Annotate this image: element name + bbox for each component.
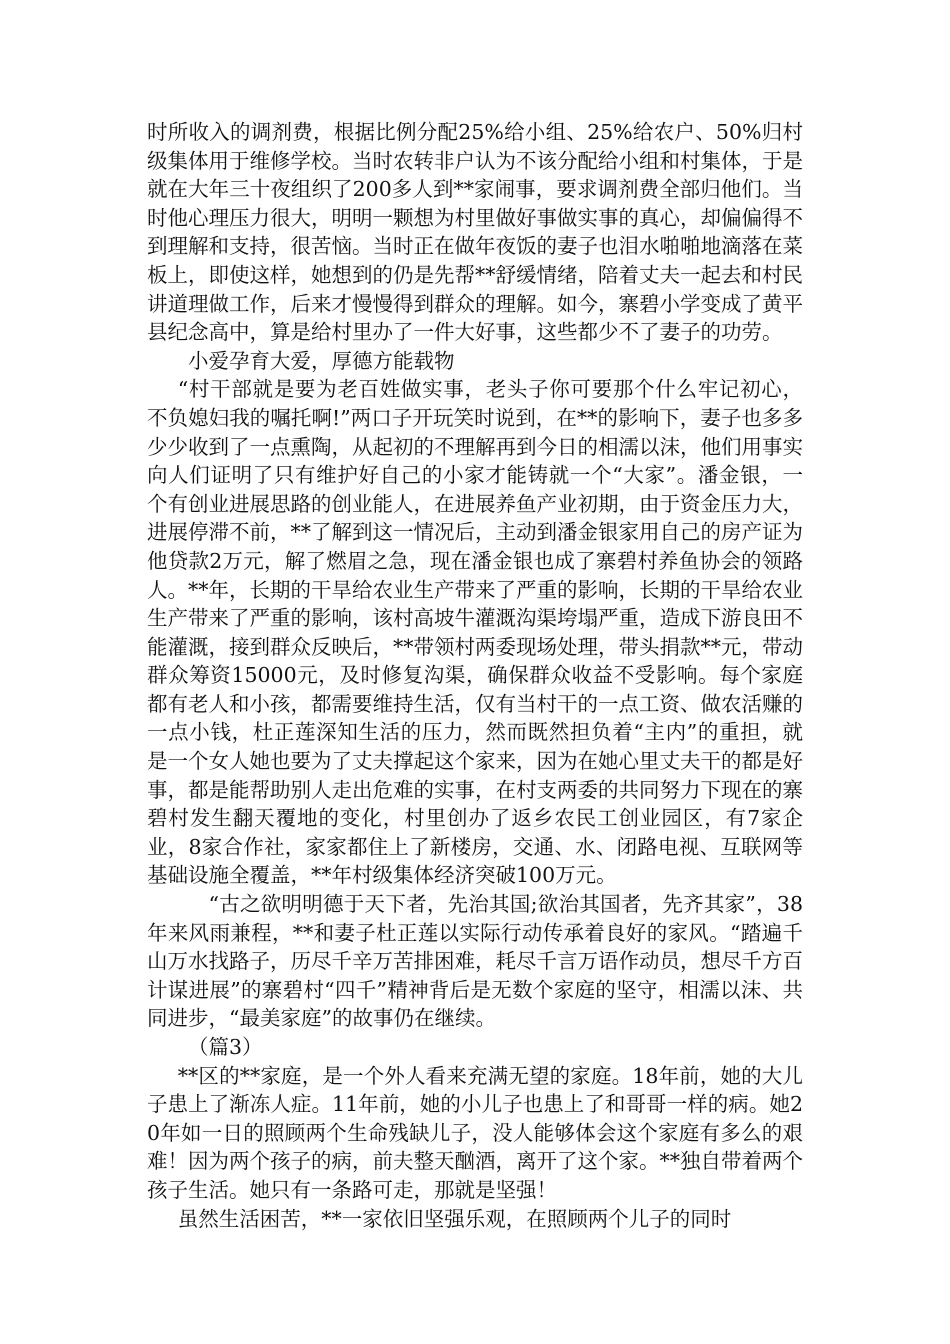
paragraph-1: 时所收入的调剂费，根据比例分配25%给小组、25%给农户、50%归村级集体用于维修学校。当时农转非户认为不该分配给小组和村集体，于是就在大年三十夜组织了200多人到**家闹事，要求调剂费全部归他们。当时他心理压力很大，明明一颗想为村里做好事做实事的真心，却偏偏得不到理解和支持，很苦恼。当时正在做年夜饭的妻子也泪水啪啪地滴落在菜板上，即使这样，她想到的仍是先帮**舒缓情绪，陪着丈夫一起去和村民讲道理做工作，后来才慢慢得到群众的理解。如今，寨碧小学变成了黄平县纪念高中，算是给村里办了一件大好事，这些都少不了妻子的功劳。 <box>147 120 803 345</box>
paragraph-3: “古之欲明明德于天下者，先治其国;欲治其国者，先齐其家”，38年来风雨兼程，**和妻子杜正莲以实际行动传承着良好的家风。“踏遍千山万水找路子，历尽千辛万苦排困难，耗尽千言万语作动员，想尽千方百计谋进展”的寨碧村“四千”精神背后是无数个家庭的坚守，相濡以沫、共同进步，“最美家庭”的故事仍在继续。 <box>147 892 803 1031</box>
paragraph-4: **区的**家庭，是一个外人看来充满无望的家庭。18年前，她的大儿子患上了渐冻人症。11年前，她的小儿子也患上了和哥哥一样的病。她20年如一日的照顾两个生命残缺儿子，没人能够体会这个家庭有多么的艰难！因为两个孩子的病，前夫整天酗酒，离开了这个家。**独自带着两个孩子生活。她只有一条路可走，那就是坚强！ <box>147 1063 803 1202</box>
chapter-label: （篇3） <box>188 1035 263 1059</box>
paragraph-5: 虽然生活困苦，**一家依旧坚强乐观，在照顾两个儿子的同时 <box>177 1206 732 1231</box>
document-page <box>147 118 803 1233</box>
paragraph-2: “村干部就是要为老百姓做实事，老头子你可要那个什么牢记初心，不负媳妇我的嘱托啊!”两口子开玩笑时说到，在**的影响下，妻子也多多少少收到了一点熏陶，从起初的不理解再到今日的相濡以沫，他们用事实向人们证明了只有维护好自己的小家才能铸就一个“大家”。潘金银，一个有创业进展思路的创业能人，在进展养鱼产业初期，由于资金压力大，进展停滞不前，**了解到这一情况后，主动到潘金银家用自己的房产证为他贷款2万元，解了燃眉之急，现在潘金银也成了寨碧村养鱼协会的领路人。**年，长期的干旱给农业生产带来了严重的影响，长期的干旱给农业生产带来了严重的影响，该村高坡牛灌溉沟渠垮塌严重，造成下游良田不能灌溉，接到群众反映后，**带领村两委现场处理，带头捐款**元，带动群众筹资15000元，及时修复沟渠，确保群众收益不受影响。每个家庭都有老人和小孩，都需要维持生活，仅有当村干的一点工资、做农活赚的一点小钱，杜正莲深知生活的压力，然而既然担负着“主内”的重担，就是一个女人她也要为了丈夫撑起这个家来，因为在她心里丈夫干的都是好事，都是能帮助别人走出危难的实事，在村支两委的共同努力下现在的寨碧村发生翻天覆地的变化，村里创办了返乡农民工创业园区，有7家企业，8家合作社，家家都住上了新楼房，交通、水、闭路电视、互联网等基础设施全覆盖，**年村级集体经济突破100万元。 <box>147 377 803 888</box>
section-heading: 小爱孕育大爱，厚德方能载物 <box>188 348 455 373</box>
